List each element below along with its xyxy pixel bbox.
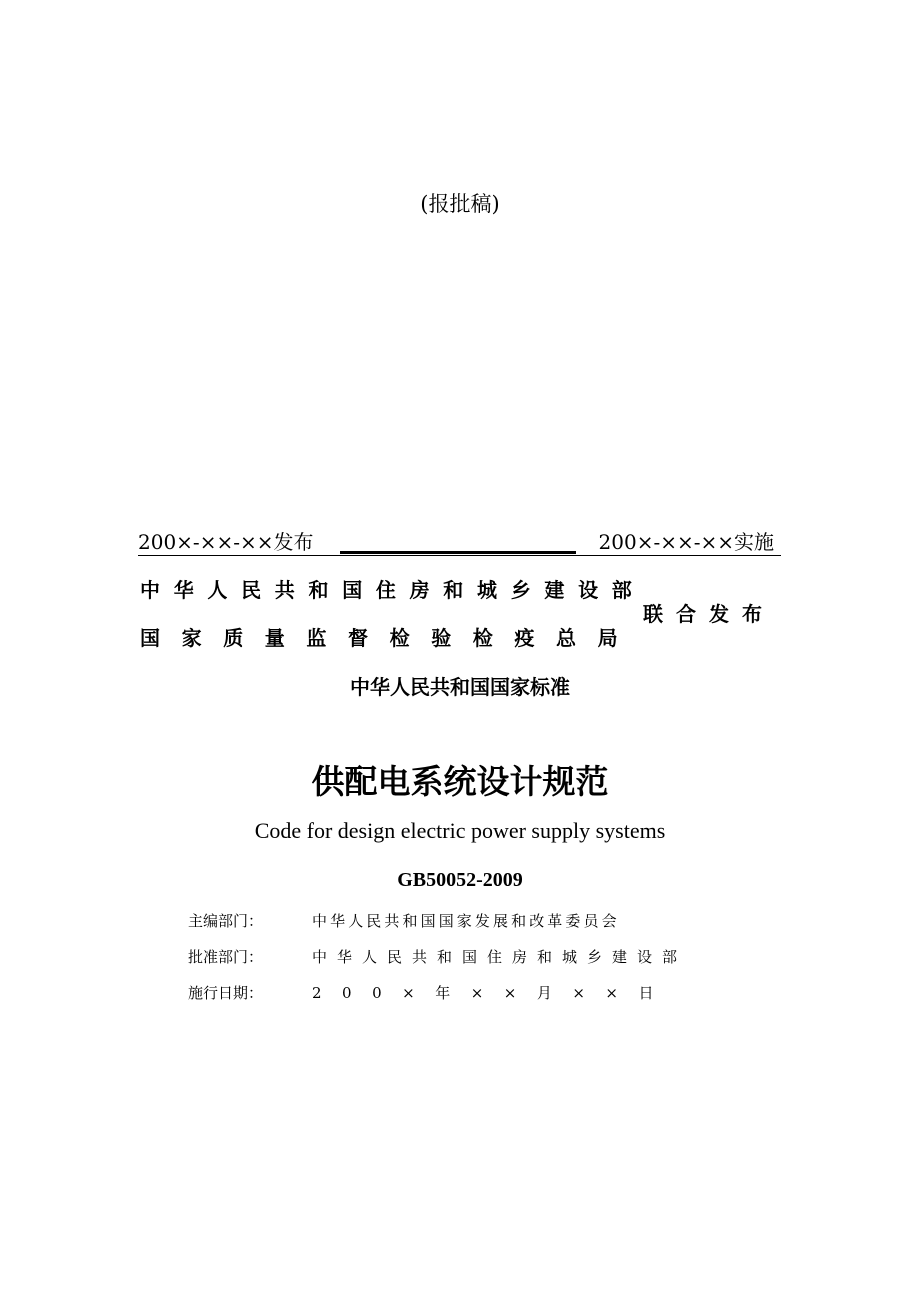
joint-issue-label: 联合发布 [643, 602, 775, 626]
effective-date-label: 施行日期： [188, 984, 264, 1002]
title-english: Code for design electric power supply systems [254, 818, 666, 843]
chief-editor-value: 中华人民共和国国家发展和改革委员会 [312, 912, 620, 930]
standard-code: GB50052-2009 [397, 869, 523, 891]
effective-date-value: 200×年××月××日 [312, 984, 674, 1002]
draft-label: (报批稿) [420, 192, 500, 216]
approval-dept-label: 批准部门： [188, 948, 264, 966]
issuer-ministry: 中华人民共和国住房和城乡建设部 [140, 578, 646, 602]
implement-date: 200×-××-××实施 [598, 530, 774, 554]
publish-date: 200×-××-××发布 [138, 530, 314, 554]
standard-type: 中华人民共和国国家标准 [350, 675, 570, 699]
title-chinese: 供配电系统设计规范 [311, 762, 609, 801]
issuer-aqsiq: 国家质量监督检验检疫总局 [140, 626, 640, 650]
date-divider [138, 555, 781, 556]
chief-editor-label: 主编部门： [188, 912, 264, 930]
approval-dept-value: 中华人民共和国住房和城乡建设部 [312, 948, 688, 966]
date-divider-thick [340, 551, 576, 554]
